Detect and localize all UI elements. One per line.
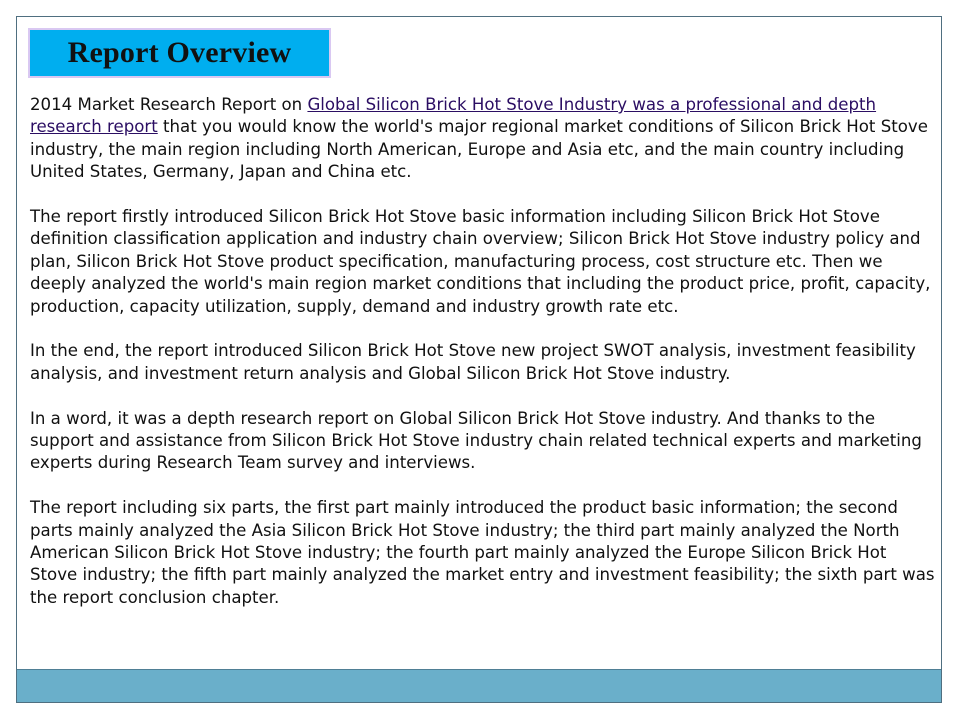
intro-suffix: that you would know the world's major regional market conditions of Silicon Brick Hot Stove industry, the main region including North American, Europe and Asia etc, and the main country including United States, Germany, Japan and China etc. [30, 117, 928, 182]
paragraph-introduction-details: The report firstly introduced Silicon Brick Hot Stove basic information including Silicon Brick Hot Stove definition classification application and industry chain overview; Silicon Brick Hot Stove industry policy and plan, Silicon Brick Hot Stove product specification, manufacturing process, cost structure etc. Then we deeply analyzed the world's main region market conditions that including the product price, profit, capacity, production, capacity utilization, supply, demand and industry growth rate etc. [30, 207, 931, 316]
report-title-link[interactable]: Global Silicon Brick Hot Stove Industry was a professional and depth research report [30, 95, 877, 137]
report-body [30, 94, 935, 632]
footer-bar [17, 669, 941, 702]
slide-frame [16, 16, 942, 703]
paragraph-summary: In a word, it was a depth research report on Global Silicon Brick Hot Stove industry. And thanks to the support and assistance from Silicon Brick Hot Stove industry chain related technical experts and marketing experts during Research Team survey and interviews. [30, 408, 922, 473]
paragraph-intro [30, 94, 935, 184]
title-box [28, 28, 331, 78]
page-title: Report Overview [67, 36, 292, 69]
intro-prefix: 2014 Market Research Report on [30, 95, 308, 114]
paragraph-six-parts: The report including six parts, the first part mainly introduced the product basic information; the second parts mainly analyzed the Asia Silicon Brick Hot Stove industry; the third part mainly analyzed the North American Silicon Brick Hot Stove industry; the fourth part mainly analyzed the Europe Silicon Brick Hot Stove industry; the fifth part mainly analyzed the market entry and investment feasibility; the sixth part was the report conclusion chapter. [30, 498, 935, 607]
paragraph-swot: In the end, the report introduced Silicon Brick Hot Stove new project SWOT analysis, investment feasibility analysis, and investment return analysis and Global Silicon Brick Hot Stove industry. [30, 341, 916, 383]
